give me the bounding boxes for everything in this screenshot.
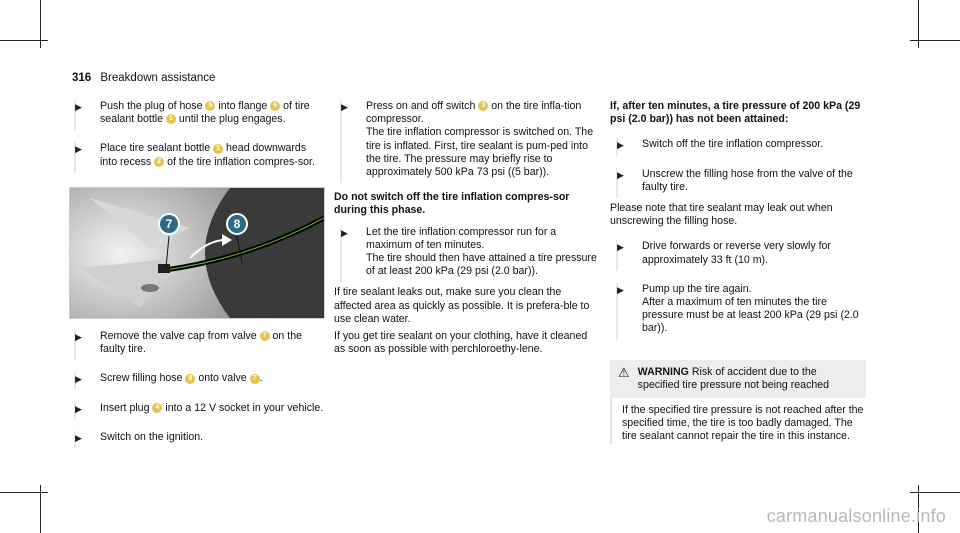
warning-body: If the specified tire pressure is not reached after the specified time, the tire is too badly damaged. The tire sealant cannot repair the tire in this instance. bbox=[622, 404, 864, 443]
step-arrow-icon: ▶ bbox=[75, 432, 82, 443]
page-header bbox=[72, 72, 215, 84]
illustration-svg bbox=[70, 188, 324, 318]
step-arrow-icon: ▶ bbox=[75, 403, 82, 414]
callout-7: 7 bbox=[165, 217, 173, 231]
step-text: Switch on the ignition. bbox=[100, 430, 204, 443]
step-text: Pump up the tire again. After a maximum of ten minutes the tire pressure must be at least 200 kPa (29 psi (2.0 bar)). bbox=[642, 282, 859, 335]
step bbox=[616, 240, 866, 270]
crop-mark bbox=[0, 492, 48, 493]
watermark: carmanualsonline.info bbox=[766, 506, 946, 526]
column-1-lower bbox=[68, 330, 324, 448]
paragraph: If tire sealant leaks out, make sure you clean the affected area as quickly as possible. It is prefera-ble to use clean water. bbox=[334, 286, 590, 325]
warning-box bbox=[610, 360, 866, 444]
subheading: If, after ten minutes, a tire pressure of 200 kPa (29 psi (2.0 bar)) has not been attained: bbox=[610, 100, 861, 126]
step bbox=[616, 283, 866, 340]
step bbox=[340, 100, 598, 183]
step bbox=[74, 372, 324, 389]
callout-8: 8 bbox=[233, 217, 241, 231]
crop-mark bbox=[910, 40, 960, 41]
page-number: 316 bbox=[72, 72, 92, 84]
step-text: Unscrew the filling hose from the valve of the faulty tire. bbox=[642, 167, 853, 193]
step-text: Screw filling hose 8 onto valve 7 . bbox=[100, 372, 263, 385]
step-text: Press on and off switch 3 on the tire infla-tion compressor. The tire inflation compressor is switched on. The tire is inflated. First, tire sealant is pum-ped into the tire. The pressure may briefly rise to approximately 500 kPa 73 psi ((5 bar)). bbox=[366, 100, 594, 179]
warning-icon: ⚠ bbox=[618, 364, 630, 380]
step bbox=[74, 142, 324, 172]
crop-mark bbox=[0, 40, 48, 41]
step-arrow-icon: ▶ bbox=[341, 227, 348, 238]
step-arrow-icon: ▶ bbox=[617, 284, 624, 295]
column-2 bbox=[334, 100, 598, 356]
step-text: Remove the valve cap from valve 7 on the faulty tire. bbox=[100, 330, 302, 356]
step-arrow-icon: ▶ bbox=[617, 242, 624, 253]
step-arrow-icon: ▶ bbox=[75, 374, 82, 385]
step-text: Place tire sealant bottle 1 head downwards into recess 2 of the tire inflation compres-sor. bbox=[100, 142, 315, 168]
warning-text: Risk of accident due to the specified tire pressure not being reached bbox=[637, 365, 830, 391]
tire-valve-illustration bbox=[69, 187, 325, 319]
step-arrow-icon: ▶ bbox=[341, 102, 348, 112]
warning-label: WARNING bbox=[637, 365, 689, 378]
crop-mark bbox=[910, 492, 960, 493]
step-text: Insert plug 4 into a 12 V socket in your vehicle. bbox=[100, 401, 324, 414]
subheading: Do not switch off the tire inflation compres-sor during this phase. bbox=[334, 191, 570, 217]
column-1 bbox=[68, 100, 324, 173]
section-title: Breakdown assistance bbox=[100, 72, 216, 84]
step-arrow-icon: ▶ bbox=[75, 332, 82, 342]
step bbox=[74, 402, 324, 419]
step-arrow-icon: ▶ bbox=[75, 102, 82, 112]
column-3 bbox=[610, 100, 866, 444]
paragraph: Please note that tire sealant may leak out when unscrewing the filling hose. bbox=[610, 202, 833, 228]
step-text: Let the tire inflation compressor run for a maximum of ten minutes. The tire should then have attained a tire pressure of at least 200 kPa (29 psi (2.0 bar)). bbox=[366, 225, 597, 278]
warning-header bbox=[610, 360, 866, 398]
step-arrow-icon: ▶ bbox=[617, 169, 624, 180]
step-text: Drive forwards or reverse very slowly for approximately 33 ft (10 m). bbox=[642, 240, 831, 266]
step bbox=[74, 100, 324, 130]
step bbox=[340, 226, 598, 283]
step-arrow-icon: ▶ bbox=[75, 144, 82, 155]
step bbox=[616, 168, 866, 198]
step-text: Switch off the tire inflation compressor. bbox=[642, 138, 824, 151]
step bbox=[616, 138, 866, 155]
step bbox=[74, 330, 324, 360]
step-text: Push the plug of hose 5 into flange 6 of tire sealant bottle 1 until the plug engages. bbox=[100, 100, 310, 126]
paragraph: If you get tire sealant on your clothing, have it cleaned as soon as possible with perchloroethy-lene. bbox=[334, 330, 588, 356]
step-arrow-icon: ▶ bbox=[617, 140, 624, 151]
step bbox=[74, 431, 324, 448]
